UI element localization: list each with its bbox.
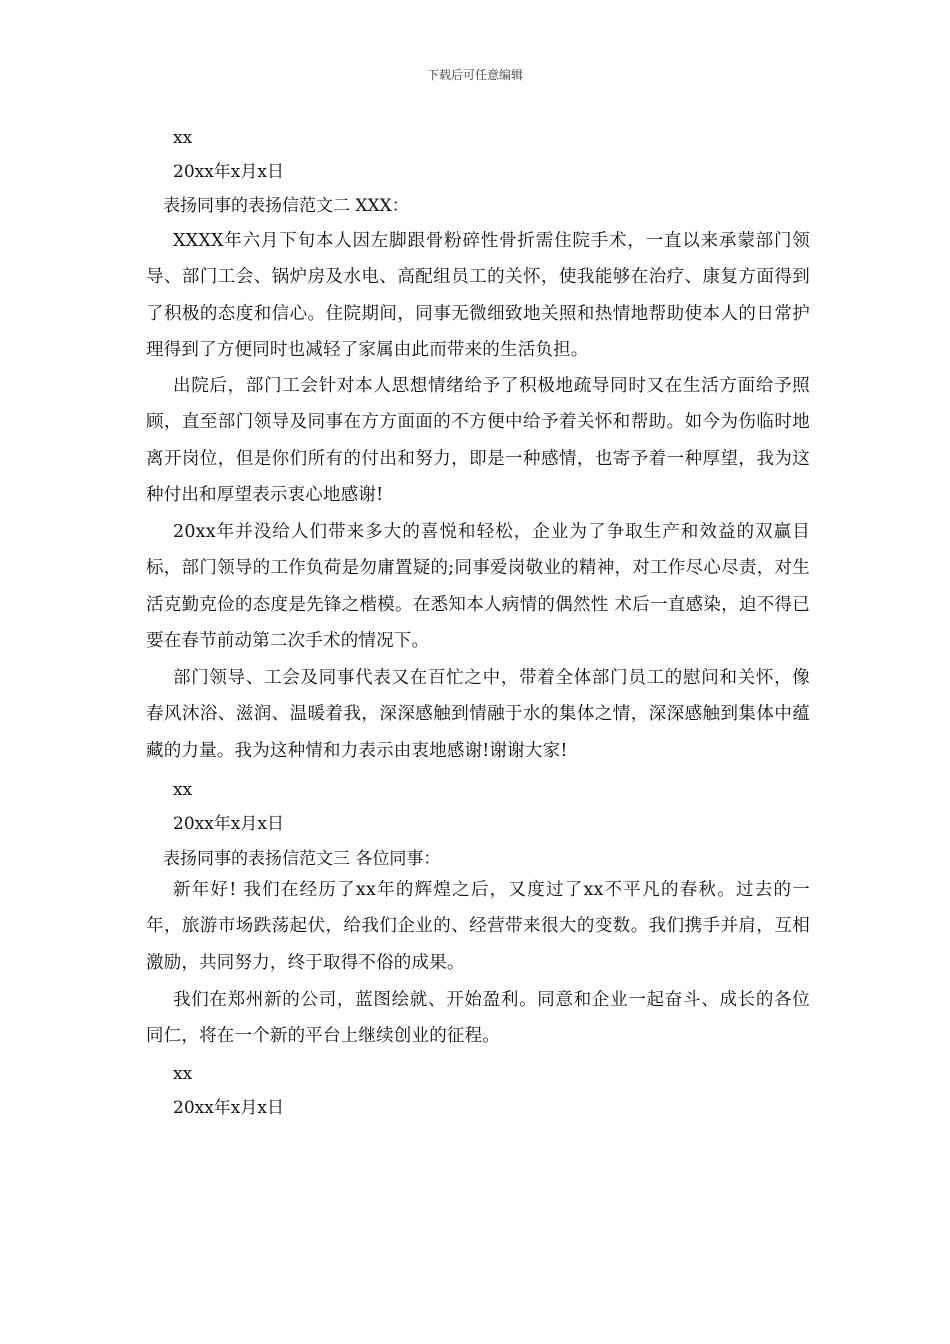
- paragraph: 部门领导、工会及同事代表又在百忙之中，带着全体部门员工的慰问和关怀，像春风沐浴、滋润、温暖着我，深深感触到情融于水的集体之情，深深感触到集体中蕴藏的力量。我为这种情和力表示由衷地感谢!谢谢大家!: [146, 668, 810, 761]
- section-title: 表扬同事的表扬信范文三 各位同事：: [163, 849, 441, 869]
- signature: xx: [173, 128, 193, 148]
- page-header: 下载后可任意编辑: [426, 68, 523, 82]
- date-line: 20xx年x月x日: [173, 814, 284, 834]
- paragraph: 出院后，部门工会针对本人思想情绪给予了积极地疏导同时又在生活方面给予照顾，直至部门领导及同事在方方面面的不方便中给予着关怀和帮助。如今为伤临时地离开岗位，但是你们所有的付出和努力，即是一种感情，也寄予着一种厚望，我为这种付出和厚望表示衷心地感谢!: [146, 376, 810, 505]
- paragraph: 20xx年并没给人们带来多大的喜悦和轻松，企业为了争取生产和效益的双赢目标，部门领导的工作负荷是勿庸置疑的;同事爱岗敬业的精神，对工作尽心尽责，对生活克勤克俭的态度是先锋之楷模。在悉知本人病情的偶然性 术后一直感染，迫不得已要在春节前动第二次手术的情况下。: [146, 522, 810, 651]
- paragraph: 我们在郑州新的公司，蓝图绘就、开始盈利。同意和企业一起奋斗、成长的各位同仁，将在一个新的平台上继续创业的征程。: [146, 990, 810, 1047]
- paragraph: 新年好! 我们在经历了xx年的辉煌之后，又度过了xx不平凡的春秋。过去的一年，旅游市场跌荡起伏，给我们企业的、经营带来很大的变数。我们携手并肩，互相激励，共同努力，终于取得不俗的成果。: [146, 880, 810, 973]
- date-line: 20xx年x月x日: [173, 162, 284, 182]
- signature: xx: [173, 780, 193, 800]
- signature: xx: [173, 1064, 193, 1084]
- date-line: 20xx年x月x日: [173, 1098, 284, 1118]
- section-title: 表扬同事的表扬信范文二 XXX：: [163, 196, 409, 216]
- paragraph: XXXX年六月下旬本人因左脚跟骨粉碎性骨折需住院手术，一直以来承蒙部门领导、部门工会、锅炉房及水电、高配组员工的关怀，使我能够在治疗、康复方面得到了积极的态度和信心。住院期间，同事无微细致地关照和热情地帮助使本人的日常护理得到了方便同时也减轻了家属由此而带来的生活负担。: [146, 231, 810, 360]
